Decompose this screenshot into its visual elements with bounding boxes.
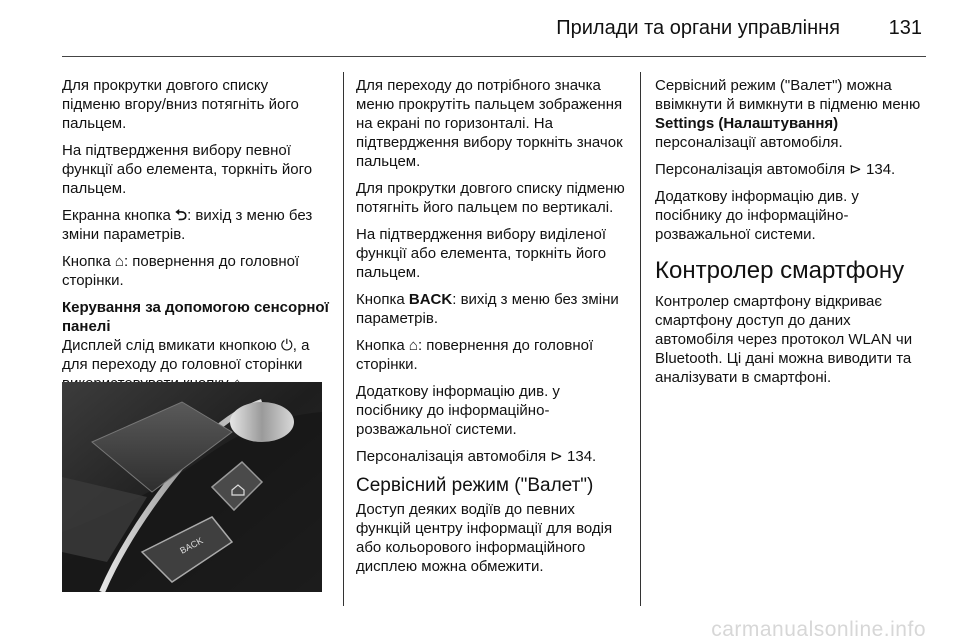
settings-menu-label: Settings (Налаштування) [655,115,839,132]
text-fragment: : вихід з меню без зміни параметрів. [62,207,313,243]
paragraph-personalization-ref [655,160,927,179]
paragraph-confirm-selection: На підтвердження вибору певної функції або елемента, торкніть його пальцем. [62,142,313,197]
power-icon: ⏻ [280,337,293,354]
text-fragment: 134. [861,161,896,178]
paragraph-personalization-ref [356,447,628,466]
text-fragment: , а для переходу до головної сторінки [62,337,310,373]
home-icon: ⌂ [114,253,124,270]
reference-arrow-icon: ⊳ [550,448,563,465]
column-2 [356,76,628,584]
column-divider-1 [343,72,344,606]
back-button-label: BACK [408,291,453,308]
paragraph-home-button [62,252,330,290]
back-button-label: BACK [178,535,205,556]
heading-valet-mode: Сервісний режим ("Валет") [356,475,594,496]
text-fragment: : вихід з меню без зміни параметрів. [356,291,619,327]
paragraph-back-button [356,290,628,328]
text-fragment: Кнопка [62,253,115,270]
paragraph-valet-toggle [655,76,927,152]
header-divider [62,56,926,57]
text-fragment: Кнопка [356,337,409,354]
paragraph-scroll-submenu: Для прокрутки довгого списку підменю вгору/вниз потягніть його пальцем. [62,77,299,132]
back-arrow-icon: ⮌ [175,207,188,224]
paragraph-valet-description: Доступ деяких водіїв до певних функцій центру інформації для водія або кольорового інформаційного дисплею можна обмежити. [356,501,613,575]
text-fragment: Персоналізація автомобіля [655,161,850,178]
column-divider-2 [640,72,641,606]
touchpad-photo [62,382,322,592]
heading-smartphone-controller: Контролер смартфону [655,257,905,284]
paragraph-vertical-scroll: Для прокрутки довгого списку підменю потягніть його пальцем по вертикалі. [356,180,625,216]
paragraph-back-screen-button [62,206,330,244]
subheading-touchpad: Керування за допомогою сенсорної панелі [62,299,329,335]
paragraph-confirm-selection: На підтвердження вибору виділеної функції або елемента, торкніть його пальцем. [356,226,607,281]
text-fragment: : повернення до головної сторінки. [62,253,300,289]
page-header-title: Прилади та органи управління [556,17,840,39]
text-fragment: : повернення до головної сторінки. [356,337,594,373]
touchpad-illustration [62,382,322,592]
text-fragment: 134. [562,448,597,465]
text-fragment: Персоналізація автомобіля [356,448,551,465]
column-1 [62,76,330,401]
text-fragment: Дисплей слід вмикати кнопкою [62,337,281,354]
paragraph-more-info: Додаткову інформацію див. у посібнику до інформаційно-розважальної системи. [356,383,560,438]
text-fragment: Екранна кнопка [62,207,176,224]
text-fragment: Сервісний режим ("Валет") можна ввімкнути й вимкнути в підменю меню [655,77,921,113]
reference-arrow-icon: ⊳ [849,161,862,178]
chrome-knob [230,402,294,442]
home-icon: ⌂ [408,337,418,354]
paragraph-home-button [356,336,628,374]
watermark: carmanualsonline.info [711,618,926,641]
page-number: 131 [888,17,922,39]
text-fragment: персоналізації автомобіля. [655,134,843,151]
paragraph-smartphone-description: Контролер смартфону відкриває смартфону доступ до даних автомобіля через протокол WLAN чи Bluetooth. Ці дані можна виводити та аналізувати в смартфоні. [655,293,913,386]
column-3 [655,76,927,395]
paragraph-more-info: Додаткову інформацію див. у посібнику до інформаційно-розважальної системи. [655,188,859,243]
text-fragment: Кнопка [356,291,409,308]
paragraph-horizontal-scroll: Для переходу до потрібного значка меню прокрутіть пальцем зображення на екрані по горизонталі. На підтвердження вибору торкніть значок пальцем. [356,77,623,170]
